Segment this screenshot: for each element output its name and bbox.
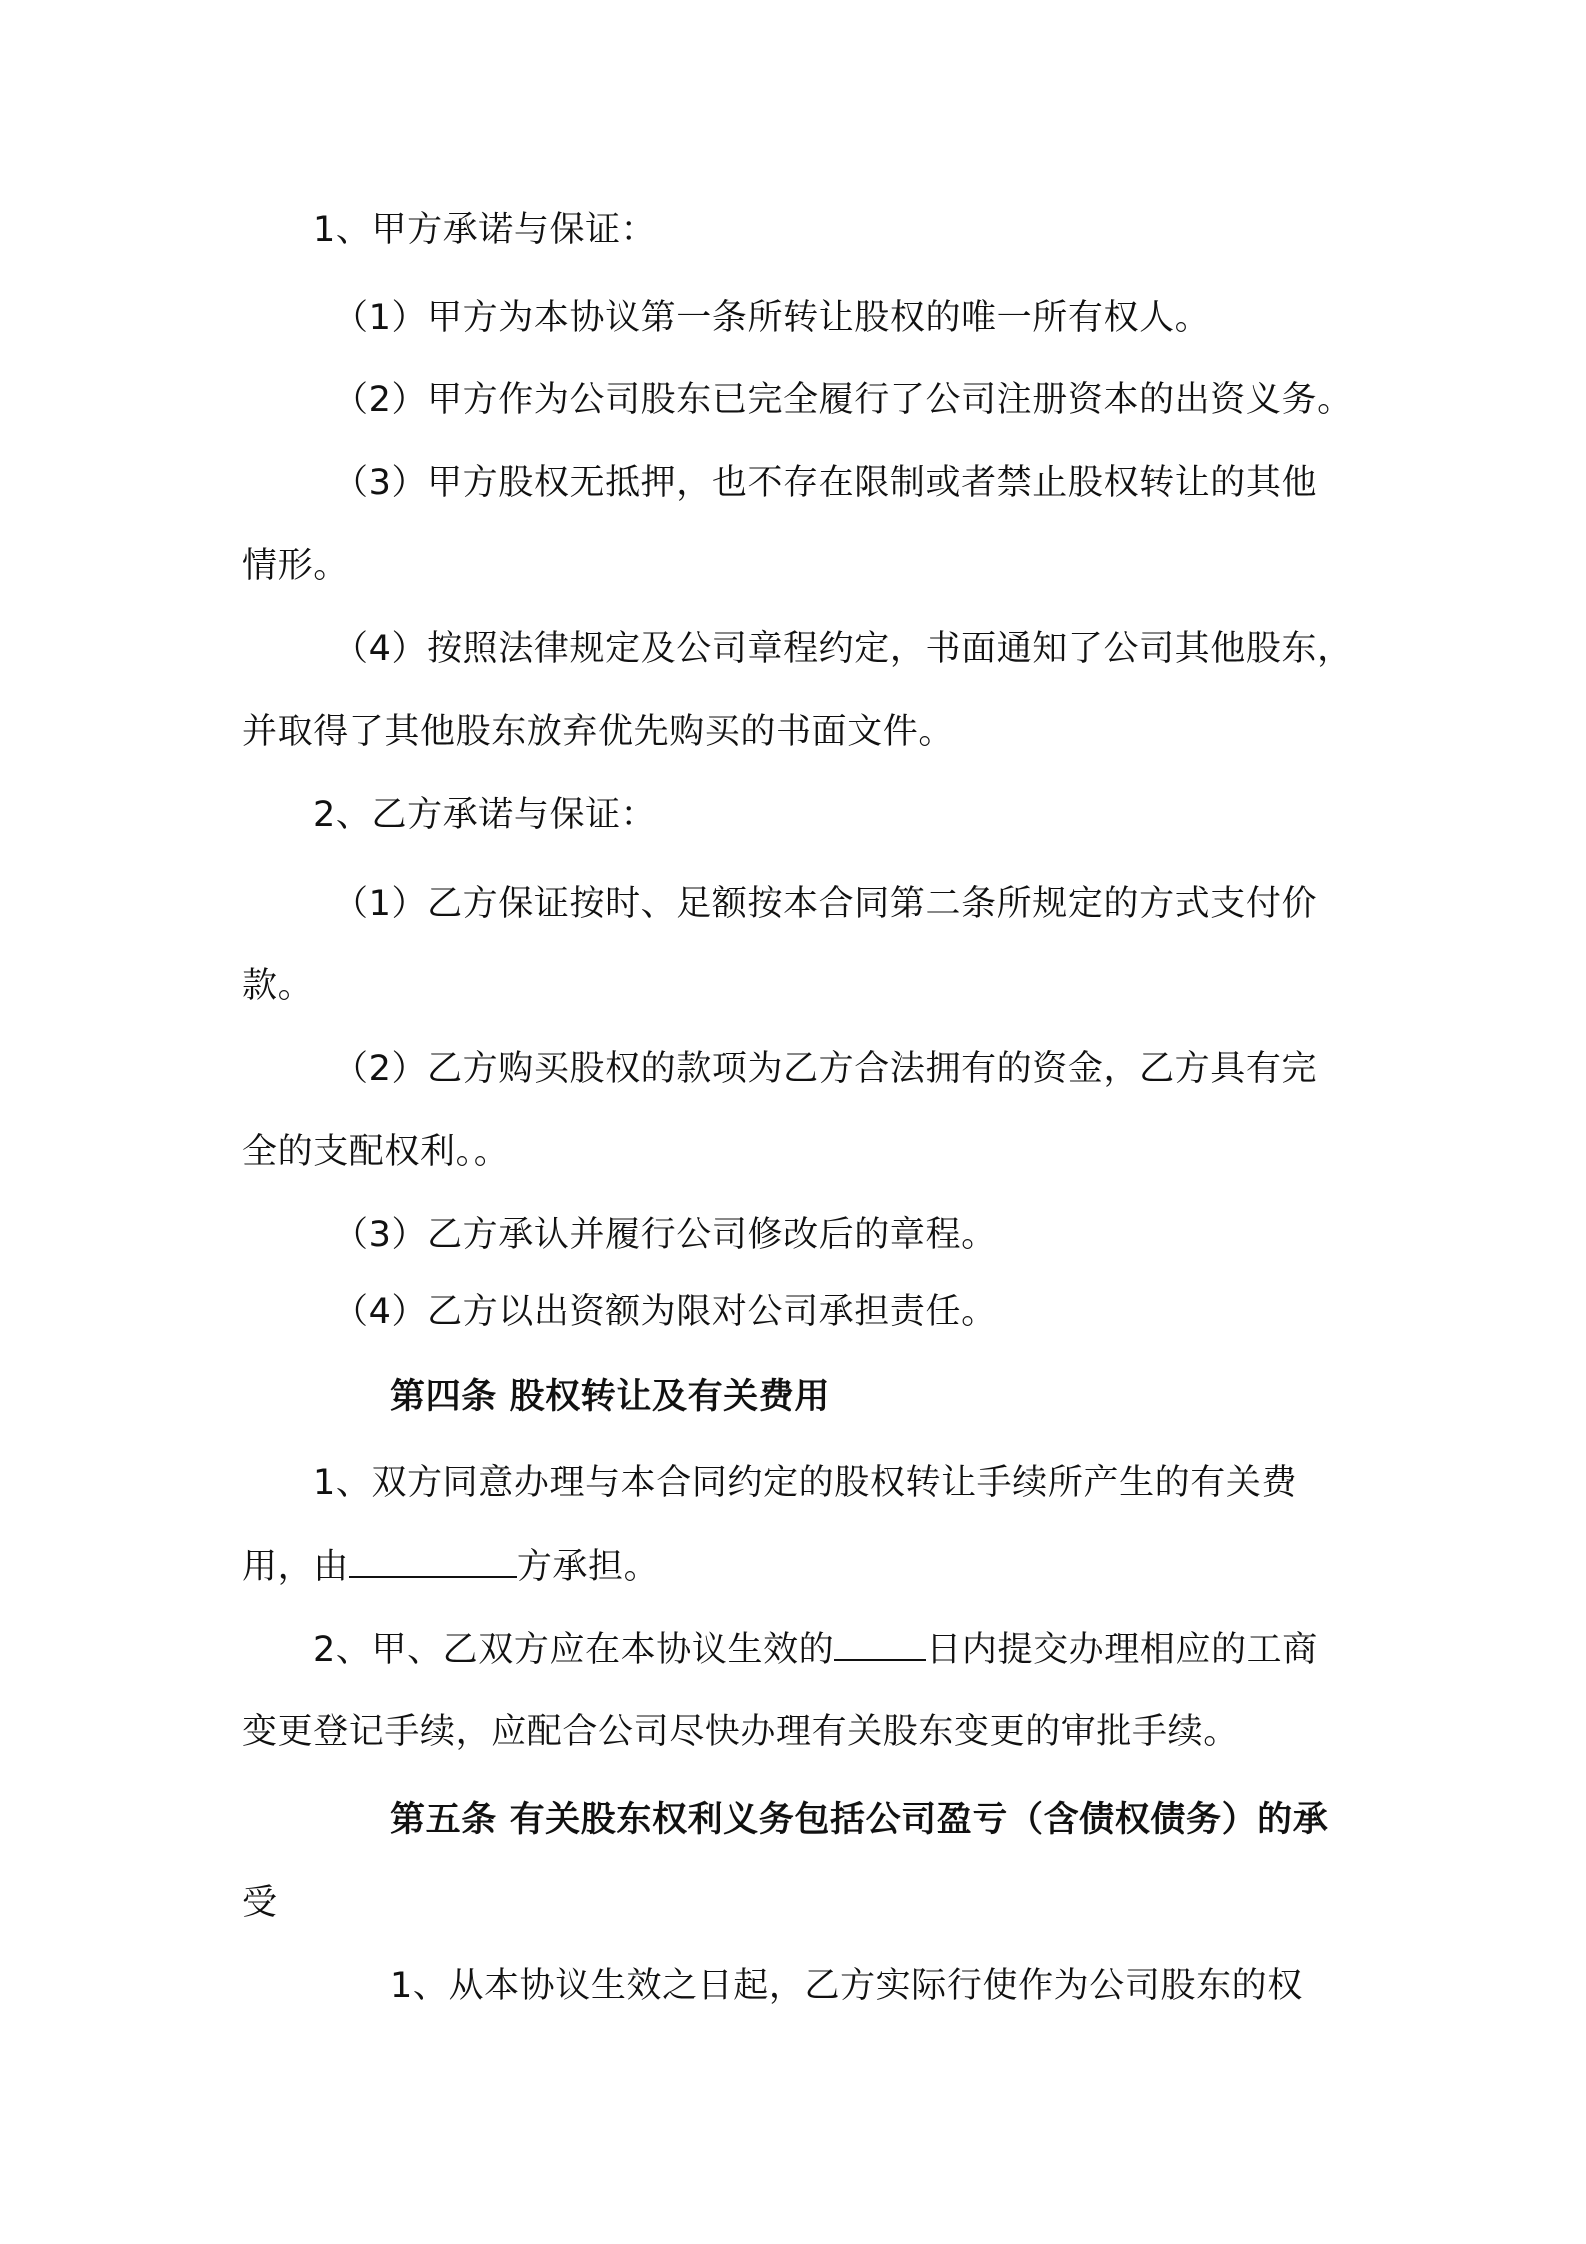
text-segment: 日内提交办理相应的工商: [926, 1630, 1318, 1670]
paragraph-party-b-heading: 2、乙方承诺与保证：: [313, 795, 657, 835]
paragraph-party-a-item-1: （1）甲方为本协议第一条所转让股权的唯一所有权人。: [333, 298, 1211, 338]
paragraph-party-b-item-2-line-1: （2）乙方购买股权的款项为乙方合法拥有的资金，乙方具有完: [333, 1049, 1318, 1089]
section-heading-article-5-line-1: 第五条 有关股东权利义务包括公司盈亏（含债权债务）的承: [390, 1800, 1329, 1840]
paragraph-article-4-item-1-line-2: [242, 1546, 659, 1587]
text-segment: 用，由: [242, 1547, 349, 1587]
section-heading-article-4: 第四条 股权转让及有关费用: [390, 1377, 830, 1417]
paragraph-party-b-item-1-line-1: （1）乙方保证按时、足额按本合同第二条所规定的方式支付价: [333, 884, 1318, 924]
paragraph-party-b-item-1-line-2: 款。: [242, 966, 314, 1006]
paragraph-party-b-item-3: （3）乙方承认并履行公司修改后的章程。: [333, 1215, 997, 1255]
paragraph-article-4-item-2-line-1: [313, 1629, 1318, 1670]
paragraph-article-5-item-1: 1、从本协议生效之日起，乙方实际行使作为公司股东的权: [390, 1966, 1303, 2006]
text-segment: 2、甲、乙双方应在本协议生效的: [313, 1630, 835, 1670]
fill-in-blank-days: [834, 1629, 926, 1661]
fill-in-blank-bearer: [349, 1546, 517, 1578]
paragraph-party-a-heading: 1、甲方承诺与保证：: [313, 210, 657, 250]
text-segment: 方承担。: [516, 1547, 660, 1587]
paragraph-party-b-item-2-line-2: 全的支配权利。。: [242, 1132, 510, 1172]
paragraph-party-a-item-2: （2）甲方作为公司股东已完全履行了公司注册资本的出资义务。: [333, 380, 1353, 420]
paragraph-party-a-item-4-line-2: 并取得了其他股东放弃优先购买的书面文件。: [242, 712, 955, 752]
paragraph-article-4-item-1-line-1: 1、双方同意办理与本合同约定的股权转让手续所产生的有关费: [313, 1463, 1298, 1503]
paragraph-party-b-item-4: （4）乙方以出资额为限对公司承担责任。: [333, 1292, 997, 1332]
paragraph-party-a-item-3-line-1: （3）甲方股权无抵押，也不存在限制或者禁止股权转让的其他: [333, 463, 1318, 503]
paragraph-article-4-item-2-line-2: 变更登记手续，应配合公司尽快办理有关股东变更的审批手续。: [242, 1712, 1239, 1752]
paragraph-party-a-item-3-line-2: 情形。: [242, 546, 349, 586]
paragraph-party-a-item-4-line-1: （4）按照法律规定及公司章程约定，书面通知了公司其他股东，: [333, 629, 1353, 669]
section-heading-article-5-line-2: 受: [242, 1883, 278, 1923]
